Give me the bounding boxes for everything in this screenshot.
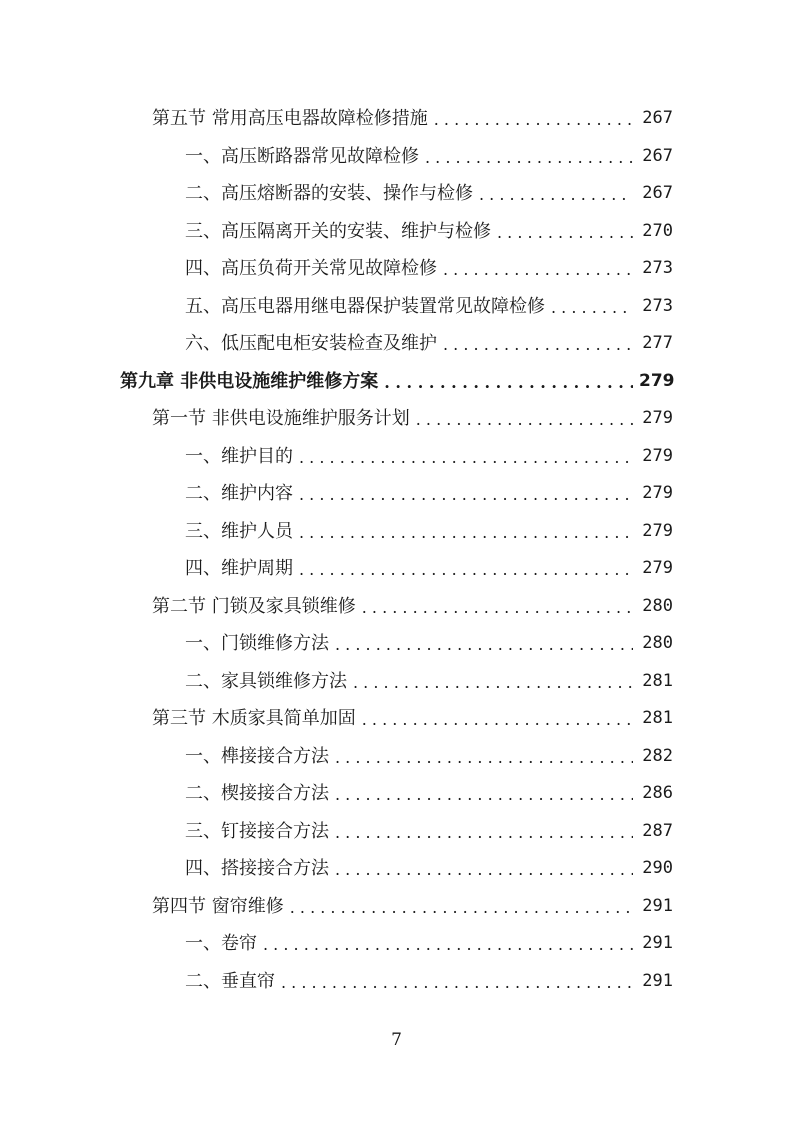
toc-entry-item[interactable] (0, 213, 793, 251)
toc-entry-item[interactable] (0, 625, 793, 663)
toc-entry-page: 267 (642, 108, 673, 128)
toc-entry-chapter[interactable] (0, 363, 793, 401)
toc-entry-page: 279 (642, 408, 673, 428)
toc-entry-title: 第二节 门锁及家具锁维修 (152, 595, 356, 617)
toc-entry-item[interactable] (0, 250, 793, 288)
toc-dot-leader (362, 589, 633, 627)
toc-entry-title: 第九章 非供电设施维护维修方案 (120, 370, 379, 392)
toc-dot-leader (443, 326, 633, 364)
toc-dot-leader (299, 551, 633, 589)
toc-entry-page: 267 (642, 183, 673, 203)
toc-entry-section[interactable] (0, 700, 793, 738)
toc-dot-leader (335, 776, 633, 814)
toc-entry-item[interactable] (0, 663, 793, 701)
toc-entry-page: 273 (642, 295, 673, 316)
toc-entry-title: 第四节 窗帘维修 (152, 895, 284, 917)
toc-entry-title: 一、高压断路器常见故障检修 (185, 145, 419, 167)
toc-dot-leader (434, 101, 633, 139)
toc-entry-item[interactable] (0, 175, 793, 213)
toc-entry-page: 279 (642, 483, 673, 503)
toc-dot-leader (335, 626, 633, 664)
toc-entry-page: 279 (642, 520, 673, 541)
toc-entry-item[interactable] (0, 850, 793, 888)
toc-entry-title: 第一节 非供电设施维护服务计划 (152, 408, 410, 429)
toc-dot-leader (263, 926, 633, 964)
toc-dot-leader (299, 439, 633, 477)
toc-entry-title: 二、家具锁维修方法 (185, 670, 347, 692)
toc-dot-leader (290, 889, 633, 927)
toc-entry-title: 四、高压负荷开关常见故障检修 (185, 258, 437, 279)
toc-entry-item[interactable] (0, 475, 793, 513)
toc-entry-title: 二、维护内容 (185, 483, 293, 504)
toc-entry-page: 279 (639, 370, 675, 391)
toc-entry-title: 第三节 木质家具简单加固 (152, 708, 356, 729)
toc-entry-page: 281 (642, 670, 673, 691)
toc-entry-item[interactable] (0, 288, 793, 326)
toc-entry-title: 一、卷帘 (185, 933, 257, 954)
toc-entry-item[interactable] (0, 325, 793, 363)
toc-entry-page: 267 (642, 145, 673, 166)
toc-entry-section[interactable] (0, 100, 793, 138)
toc-entry-title: 一、榫接接合方法 (185, 745, 329, 767)
toc-dot-leader (384, 364, 633, 402)
toc-dot-leader (335, 851, 633, 889)
toc-entry-item[interactable] (0, 438, 793, 476)
toc-entry-title: 四、维护周期 (185, 558, 293, 579)
toc-entry-page: 279 (642, 558, 673, 578)
toc-entry-title: 三、高压隔离开关的安装、维护与检修 (185, 220, 491, 242)
toc-entry-page: 291 (642, 895, 673, 916)
toc-entry-title: 二、垂直帘 (185, 970, 275, 992)
toc-entry-title: 一、维护目的 (185, 445, 293, 467)
toc-entry-page: 280 (642, 633, 673, 653)
page-number: 7 (391, 1030, 402, 1050)
toc-dot-leader (299, 514, 633, 552)
toc-dot-leader (479, 176, 633, 214)
toc-entry-page: 287 (642, 820, 673, 841)
toc-entry-page: 282 (642, 745, 673, 766)
toc-entry-item[interactable] (0, 963, 793, 1001)
toc-entry-title: 二、高压熔断器的安装、操作与检修 (185, 183, 473, 204)
toc-entry-page: 280 (642, 595, 673, 616)
toc-entry-title: 一、门锁维修方法 (185, 633, 329, 654)
toc-dot-leader (335, 739, 633, 777)
toc-entry-page: 277 (642, 333, 673, 353)
toc-entry-section[interactable] (0, 888, 793, 926)
toc-entry-title: 五、高压电器用继电器保护装置常见故障检修 (185, 295, 545, 317)
toc-entry-item[interactable] (0, 550, 793, 588)
table-of-contents (0, 100, 793, 1000)
toc-entry-page: 290 (642, 858, 673, 878)
toc-entry-title: 六、低压配电柜安装检查及维护 (185, 333, 437, 354)
toc-entry-page: 273 (642, 258, 673, 278)
toc-dot-leader (416, 401, 633, 439)
toc-dot-leader (497, 214, 633, 252)
toc-dot-leader (551, 289, 633, 327)
toc-entry-section[interactable] (0, 400, 793, 438)
toc-entry-item[interactable] (0, 813, 793, 851)
toc-entry-title: 二、楔接接合方法 (185, 783, 329, 804)
toc-dot-leader (335, 814, 633, 852)
toc-entry-item[interactable] (0, 925, 793, 963)
toc-entry-title: 三、钉接接合方法 (185, 820, 329, 842)
toc-entry-page: 291 (642, 970, 673, 991)
toc-entry-item[interactable] (0, 738, 793, 776)
toc-entry-item[interactable] (0, 138, 793, 176)
toc-dot-leader (281, 964, 633, 1002)
toc-dot-leader (362, 701, 633, 739)
toc-entry-item[interactable] (0, 775, 793, 813)
toc-entry-title: 四、搭接接合方法 (185, 858, 329, 879)
toc-dot-leader (443, 251, 633, 289)
toc-entry-title: 三、维护人员 (185, 520, 293, 542)
toc-dot-leader (353, 664, 633, 702)
toc-dot-leader (425, 139, 633, 177)
toc-entry-page: 291 (642, 933, 673, 953)
toc-entry-title: 第五节 常用高压电器故障检修措施 (152, 108, 428, 129)
toc-entry-page: 270 (642, 220, 673, 241)
toc-entry-item[interactable] (0, 513, 793, 551)
toc-entry-page: 286 (642, 783, 673, 803)
toc-entry-page: 281 (642, 708, 673, 728)
toc-entry-section[interactable] (0, 588, 793, 626)
toc-entry-page: 279 (642, 445, 673, 466)
toc-dot-leader (299, 476, 633, 514)
